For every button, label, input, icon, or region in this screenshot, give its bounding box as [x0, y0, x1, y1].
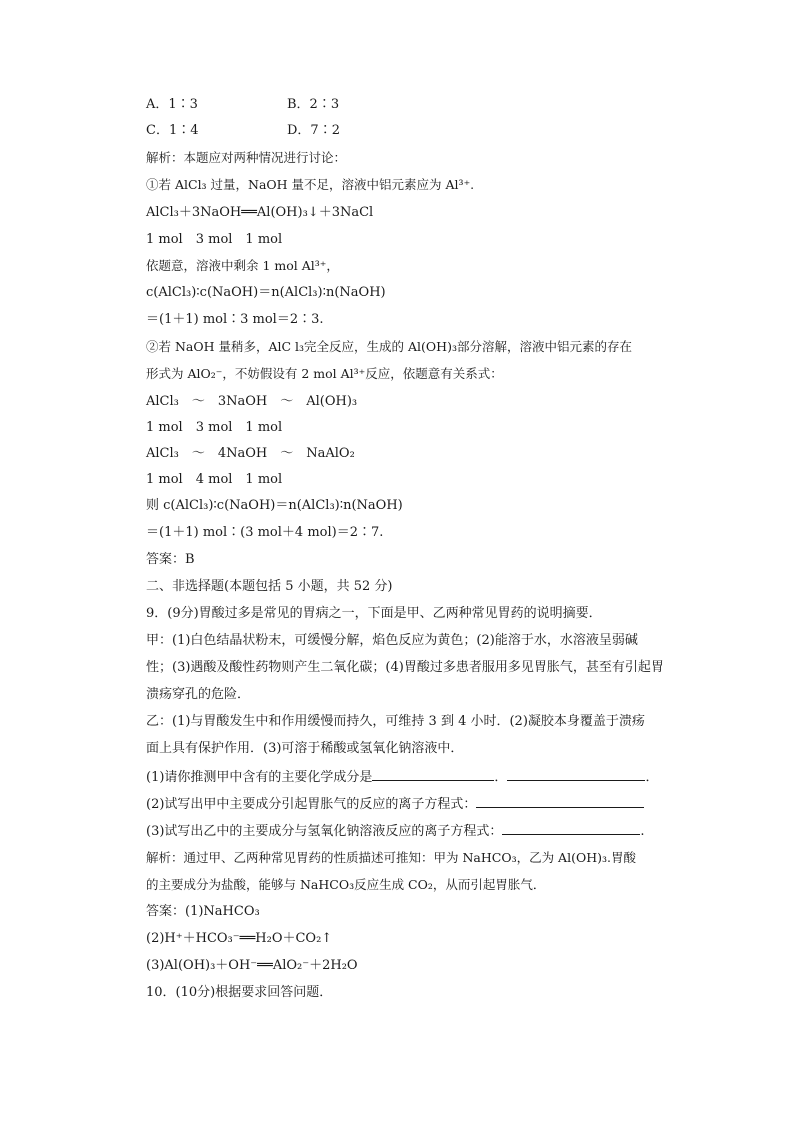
sub-question-1 — [146, 768, 658, 786]
sub-question-3-end: . — [640, 824, 645, 839]
relation-1: AlCl₃ ～ 3NaOH ～ Al(OH)₃ — [146, 394, 358, 409]
result-2: ＝(1＋1) mol∶(3 mol＋4 mol)＝2∶7. — [146, 525, 384, 540]
mole-ratio-2: 1 mol 3 mol 1 mol — [146, 420, 283, 435]
concentration-ratio-1: c(AlCl₃)∶c(NaOH)＝n(AlCl₃)∶n(NaOH) — [146, 285, 386, 300]
mole-ratio-3: 1 mol 4 mol 1 mol — [146, 472, 283, 487]
equation-1: AlCl₃＋3NaOH══Al(OH)₃↓＋3NaCl — [146, 205, 374, 220]
option-a: A．1∶3 — [146, 97, 198, 112]
drug-a-desc-1: 甲：(1)白色结晶状粉末，可缓慢分解，焰色反应为黄色；(2)能溶于水，水溶液呈弱碱 — [146, 633, 638, 648]
question-9: 9．(9分)胃酸过多是常见的胃病之一，下面是甲、乙两种常见胃药的说明摘要． — [146, 606, 602, 621]
analysis-9-1: 解析：通过甲、乙两种常见胃药的性质描述可推知：甲为 NaHCO₃，乙为 Al(OH)₃.胃酸 — [146, 850, 636, 865]
drug-a-desc-2: 性；(3)遇酸及酸性药物则产生二氧化碳；(4)胃酸过多患者服用多见胃胀气，甚至有引起胃 — [146, 660, 664, 675]
case-one: ①若 AlCl₃ 过量，NaOH 量不足，溶液中铝元素应为 Al³⁺. — [146, 177, 475, 192]
analysis-9-2: 的主要成分为盐酸，能够与 NaHCO₃反应生成 CO₂，从而引起胃胀气． — [146, 877, 546, 892]
drug-a-desc-3: 溃疡穿孔的危险． — [146, 687, 251, 702]
section-heading: 二、非选择题(本题包括 5 小题，共 52 分) — [146, 579, 393, 594]
option-b: B．2∶3 — [287, 97, 340, 112]
question-10: 10．(10分)根据要求回答问题． — [146, 985, 333, 1000]
answer-blank-1[interactable] — [372, 768, 494, 781]
answer-8: 答案：B — [146, 552, 195, 567]
drug-b-desc-1: 乙：(1)与胃酸发生中和作用缓慢而持久，可维持 3 到 4 小时．(2)凝胶本身覆盖于溃疡 — [146, 714, 645, 729]
answer-blank-4[interactable] — [502, 822, 640, 835]
analysis-intro: 解析：本题应对两种情况进行讨论： — [146, 150, 347, 165]
sub-question-3 — [146, 822, 645, 840]
concentration-ratio-2: 则 c(AlCl₃)∶c(NaOH)＝n(AlCl₃)∶n(NaOH) — [146, 498, 403, 513]
mole-ratio-1: 1 mol 3 mol 1 mol — [146, 232, 283, 247]
remaining-al: 依题意，溶液中剩余 1 mol Al³⁺， — [146, 258, 339, 273]
sub-question-1-end: ． — [645, 770, 659, 785]
option-c: C．1∶4 — [146, 123, 199, 138]
answer-blank-2[interactable] — [507, 768, 645, 781]
result-1: ＝(1＋1) mol∶3 mol＝2∶3. — [146, 312, 324, 327]
answer-9-2: (2)H⁺＋HCO₃⁻══H₂O＋CO₂↑ — [146, 931, 333, 946]
case-two: ②若 NaOH 量稍多，AlC l₃完全反应，生成的 Al(OH)₃部分溶解，溶液中铝元素的存在 — [146, 339, 632, 354]
case-two-cont: 形式为 AlO₂⁻，不妨假设有 2 mol Al³⁺反应，依题意有关系式： — [146, 366, 503, 381]
relation-2: AlCl₃ ～ 4NaOH ～ NaAlO₂ — [146, 446, 355, 461]
sub-question-2 — [146, 795, 644, 813]
sub-question-1-mid: ． — [494, 770, 508, 785]
sub-question-1-text: (1)请你推测甲中含有的主要化学成分是 — [146, 770, 373, 785]
drug-b-desc-2: 面上具有保护作用．(3)可溶于稀酸或氢氧化钠溶液中． — [146, 741, 464, 756]
answer-9-1: 答案：(1)NaHCO₃ — [146, 904, 260, 919]
sub-question-2-text: (2)试写出甲中主要成分引起胃胀气的反应的离子方程式： — [146, 797, 477, 812]
sub-question-3-text: (3)试写出乙中的主要成分与氢氧化钠溶液反应的离子方程式： — [146, 824, 503, 839]
answer-blank-3[interactable] — [476, 795, 644, 808]
option-d: D．7∶2 — [287, 123, 340, 138]
answer-9-3: (3)Al(OH)₃＋OH⁻══AlO₂⁻＋2H₂O — [146, 958, 358, 973]
